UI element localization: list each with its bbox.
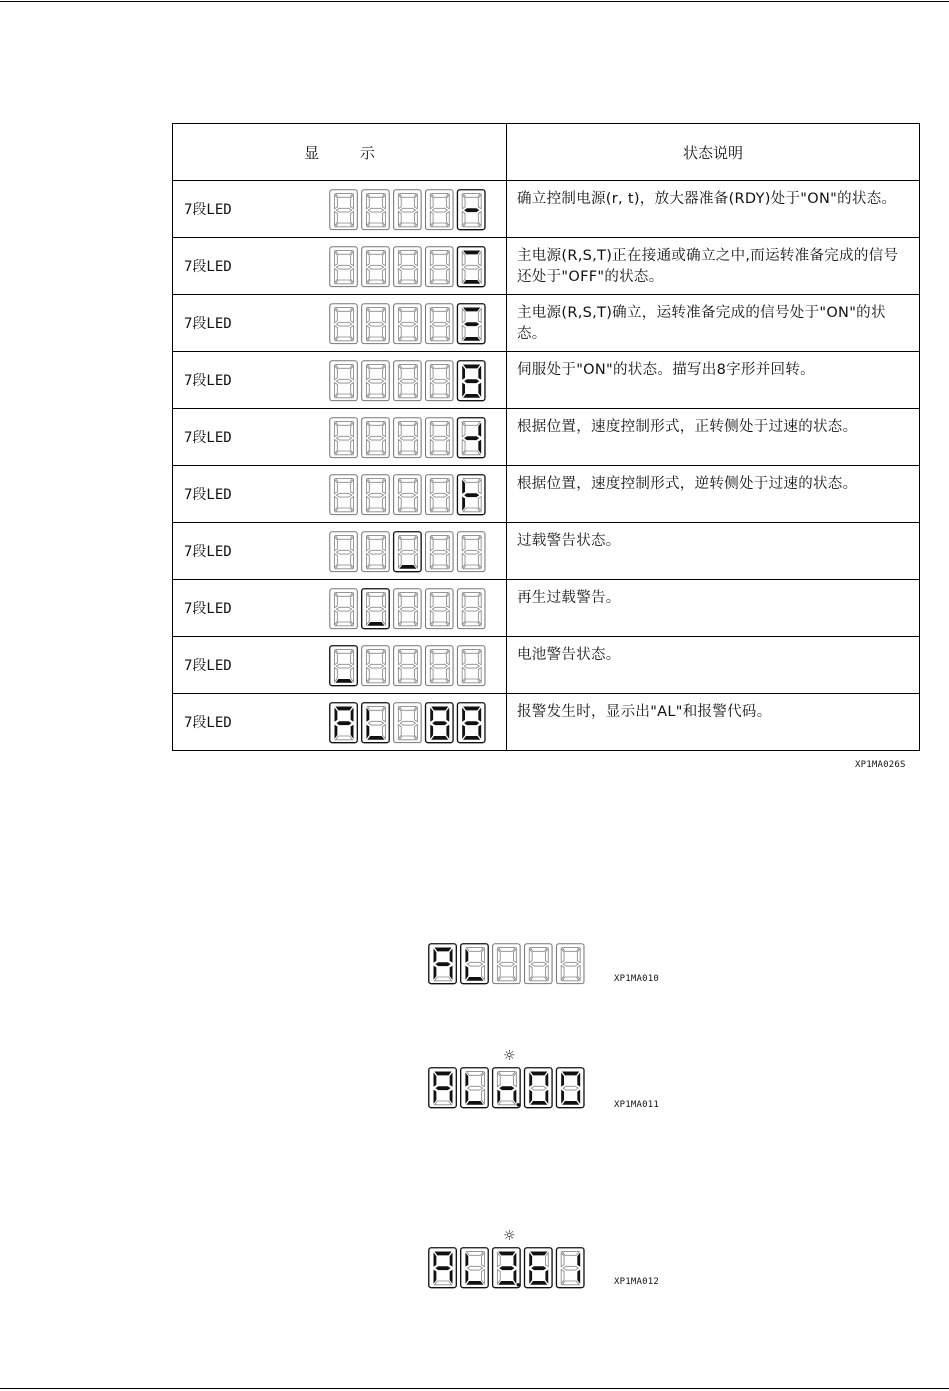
table-figure-code: XP1MA026S	[855, 760, 906, 770]
segment-g	[435, 962, 450, 966]
segment-a	[434, 1072, 451, 1076]
status-cell	[507, 580, 920, 637]
digit-4	[426, 304, 454, 344]
table-row	[173, 238, 920, 295]
digit-4	[525, 1068, 553, 1108]
digit-3	[394, 418, 422, 458]
segment-d	[466, 1101, 483, 1105]
digit-5	[457, 589, 485, 629]
digit-5	[457, 646, 485, 686]
table-row	[173, 523, 920, 580]
status-description: 确立控制电源(r, t)，放大器准备(RDY)处于"ON"的状态。	[517, 191, 897, 207]
digit-3	[394, 475, 422, 515]
figure-code-3: XP1MA012	[614, 1277, 659, 1287]
segment-a	[463, 707, 480, 711]
led-label: 7段LED	[184, 259, 232, 275]
table-row	[173, 694, 920, 751]
digit-2	[362, 418, 390, 458]
led-figure-2	[428, 1067, 588, 1113]
digit-5	[457, 304, 485, 344]
display-cell	[173, 352, 507, 409]
display-cell	[173, 580, 507, 637]
segment-g	[464, 379, 479, 383]
segment-d	[498, 1281, 515, 1285]
led-display	[329, 303, 489, 345]
status-cell	[507, 181, 920, 238]
segment-g	[531, 1266, 546, 1270]
status-cell	[507, 637, 920, 694]
led-label: 7段LED	[184, 430, 232, 446]
seven-segment-display	[329, 702, 489, 744]
status-description: 报警发生时，显示出"AL"和报警代码。	[517, 704, 772, 720]
bottom-rule	[0, 1388, 949, 1389]
display-cell	[173, 295, 507, 352]
status-description: 主电源(R,S,T)确立，运转准备完成的信号处于"ON"的状态。	[517, 305, 886, 342]
seven-segment-display	[329, 360, 489, 402]
digit-2	[362, 190, 390, 230]
segment-d	[367, 622, 384, 626]
digit-1	[429, 1248, 457, 1288]
status-cell	[507, 409, 920, 466]
segment-d	[367, 736, 384, 740]
digit-5	[457, 475, 485, 515]
segment-g	[464, 322, 479, 326]
digit-5	[556, 1248, 584, 1288]
led-display	[329, 246, 489, 288]
segment-a	[463, 365, 480, 369]
led-label: 7段LED	[184, 202, 232, 218]
segment-a	[434, 948, 451, 952]
seven-segment-display	[428, 1247, 588, 1289]
decimal-point	[517, 1103, 520, 1106]
digit-4	[426, 475, 454, 515]
digit-4	[426, 418, 454, 458]
display-cell	[173, 523, 507, 580]
decimal-point	[517, 1283, 520, 1286]
segment-g	[499, 1086, 514, 1090]
segment-g	[435, 1266, 450, 1270]
digit-1	[330, 247, 358, 287]
header-status: 状态说明	[507, 124, 920, 181]
digit-3	[394, 589, 422, 629]
segment-d	[463, 280, 480, 284]
segment-d	[530, 1281, 547, 1285]
led-display	[329, 645, 489, 687]
digit-1	[330, 190, 358, 230]
digit-5	[457, 190, 485, 230]
header-display: 显 示	[173, 124, 507, 181]
digit-2	[362, 304, 390, 344]
led-display	[329, 417, 489, 459]
led-label: 7段LED	[184, 373, 232, 389]
digit-2	[362, 589, 390, 629]
digit-3	[394, 646, 422, 686]
digit-5	[457, 418, 485, 458]
table-row	[173, 352, 920, 409]
seven-segment-display	[428, 943, 588, 985]
digit-1	[330, 646, 358, 686]
digit-1	[330, 361, 358, 401]
led-display	[329, 360, 489, 402]
led-label: 7段LED	[184, 544, 232, 560]
segment-g	[464, 721, 479, 725]
table-row	[173, 181, 920, 238]
led-label: 7段LED	[184, 601, 232, 617]
led-figure-1	[428, 943, 588, 989]
led-display	[329, 702, 489, 744]
status-description: 根据位置，速度控制形式，逆转侧处于过速的状态。	[517, 476, 858, 492]
table-row	[173, 580, 920, 637]
status-cell	[507, 466, 920, 523]
seven-segment-display	[329, 417, 489, 459]
digit-3	[394, 532, 422, 572]
seven-segment-display	[329, 474, 489, 516]
sun-blink-icon: ☼	[503, 1048, 516, 1064]
segment-g	[464, 208, 479, 212]
digit-5	[457, 247, 485, 287]
digit-3	[493, 1068, 521, 1108]
digit-2	[362, 361, 390, 401]
digit-1	[429, 944, 457, 984]
digit-4	[426, 190, 454, 230]
segment-d	[463, 394, 480, 398]
led-figure-3	[428, 1247, 588, 1293]
segment-d	[463, 736, 480, 740]
digit-4	[525, 944, 553, 984]
led-status-table	[172, 123, 920, 751]
digit-2	[362, 703, 390, 743]
segment-g	[432, 721, 447, 725]
led-display	[329, 474, 489, 516]
top-rule	[0, 1, 949, 2]
seven-segment-display	[329, 303, 489, 345]
segment-a	[498, 1252, 515, 1256]
segment-d	[466, 977, 483, 981]
status-cell	[507, 694, 920, 751]
status-cell	[507, 523, 920, 580]
display-cell	[173, 181, 507, 238]
digit-1	[330, 418, 358, 458]
segment-a	[463, 308, 480, 312]
seven-segment-display	[428, 1067, 588, 1109]
status-cell	[507, 352, 920, 409]
digit-3	[394, 190, 422, 230]
seven-segment-display	[329, 531, 489, 573]
digit-3	[493, 944, 521, 984]
segment-d	[463, 337, 480, 341]
led-label: 7段LED	[184, 316, 232, 332]
table-row	[173, 466, 920, 523]
digit-2	[362, 532, 390, 572]
status-description: 电池警告状态。	[517, 647, 621, 663]
status-description: 伺服处于"ON"的状态。描写出8字形并回转。	[517, 362, 815, 378]
sun-blink-icon: ☼	[503, 1228, 516, 1244]
segment-a	[530, 1252, 547, 1256]
segment-d	[399, 565, 416, 569]
table-row	[173, 637, 920, 694]
segment-a	[434, 1252, 451, 1256]
display-cell	[173, 409, 507, 466]
status-description: 过载警告状态。	[517, 533, 621, 549]
digit-4	[426, 703, 454, 743]
status-description: 主电源(R,S,T)正在接通或确立之中,而运转准备完成的信号还处于"OFF"的状态。	[517, 248, 899, 285]
display-cell	[173, 238, 507, 295]
digit-5	[457, 361, 485, 401]
segment-d	[466, 1281, 483, 1285]
digit-2	[362, 475, 390, 515]
display-cell	[173, 694, 507, 751]
seven-segment-display	[329, 645, 489, 687]
digit-5	[556, 1068, 584, 1108]
led-label: 7段LED	[184, 487, 232, 503]
digit-3	[394, 304, 422, 344]
table-row	[173, 295, 920, 352]
segment-a	[431, 707, 448, 711]
segment-a	[530, 1072, 547, 1076]
digit-3	[394, 361, 422, 401]
digit-4	[426, 532, 454, 572]
status-description: 根据位置，速度控制形式，正转侧处于过速的状态。	[517, 419, 858, 435]
digit-1	[330, 304, 358, 344]
status-cell	[507, 238, 920, 295]
figure-code-2: XP1MA011	[614, 1100, 659, 1110]
digit-5	[457, 532, 485, 572]
segment-g	[464, 493, 479, 497]
segment-a	[463, 251, 480, 255]
digit-4	[525, 1248, 553, 1288]
status-description: 再生过载警告。	[517, 590, 621, 606]
seven-segment-display	[329, 588, 489, 630]
table-row	[173, 409, 920, 466]
led-display	[329, 531, 489, 573]
digit-1	[330, 532, 358, 572]
digit-1	[330, 703, 358, 743]
digit-3	[394, 703, 422, 743]
segment-g	[435, 1086, 450, 1090]
digit-5	[556, 944, 584, 984]
led-display	[329, 189, 489, 231]
digit-5	[457, 703, 485, 743]
digit-2	[461, 944, 489, 984]
led-label: 7段LED	[184, 658, 232, 674]
display-cell	[173, 637, 507, 694]
digit-3	[493, 1248, 521, 1288]
segment-d	[335, 679, 352, 683]
digit-1	[429, 1068, 457, 1108]
seven-segment-display	[329, 189, 489, 231]
digit-1	[330, 475, 358, 515]
segment-g	[336, 721, 351, 725]
segment-d	[431, 736, 448, 740]
segment-d	[530, 1101, 547, 1105]
display-cell	[173, 466, 507, 523]
digit-4	[426, 646, 454, 686]
digit-4	[426, 361, 454, 401]
led-label: 7段LED	[184, 715, 232, 731]
digit-2	[461, 1068, 489, 1108]
segment-a	[562, 1072, 579, 1076]
digit-4	[426, 247, 454, 287]
seven-segment-display	[329, 246, 489, 288]
digit-2	[461, 1248, 489, 1288]
digit-3	[394, 247, 422, 287]
segment-g	[499, 1266, 514, 1270]
figure-code-1: XP1MA010	[614, 974, 659, 984]
digit-1	[330, 589, 358, 629]
digit-4	[426, 589, 454, 629]
digit-2	[362, 247, 390, 287]
segment-g	[464, 436, 479, 440]
segment-a	[335, 707, 352, 711]
status-cell	[507, 295, 920, 352]
digit-2	[362, 646, 390, 686]
led-display	[329, 588, 489, 630]
segment-d	[562, 1101, 579, 1105]
